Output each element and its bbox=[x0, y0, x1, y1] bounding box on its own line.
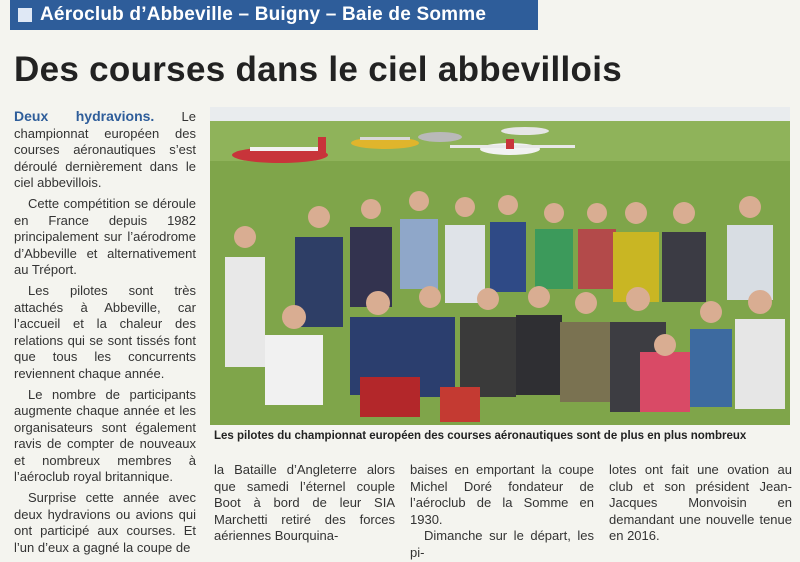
paragraph-5: Surprise cette année avec deux hydravions ou avions qui ont participé aux courses. Et l’un d’eux a gagné la coupe de bbox=[14, 490, 196, 555]
column-3-text-a: baises en emportant la coupe Michel Doré fondateur de l’aéroclub de la Somme en 1930. bbox=[410, 462, 594, 527]
article-column-4 bbox=[609, 462, 792, 545]
article-headline: Des courses dans le ciel abbevillois bbox=[14, 50, 623, 89]
article-column-1 bbox=[14, 108, 196, 560]
plane-yellow bbox=[351, 137, 419, 149]
photo-caption: Les pilotes du championnat européen des courses aéronautiques sont de plus en plus nombreux bbox=[214, 430, 747, 442]
plane-grey bbox=[418, 132, 462, 142]
section-square-icon bbox=[18, 8, 32, 22]
group-photo-illustration bbox=[210, 107, 790, 425]
plane-far bbox=[501, 127, 549, 135]
paragraph-1-text: Le championnat européen des courses aéronautiques s’est déroulé dernièrement dans le ciel abbevillois. bbox=[14, 109, 196, 191]
column-4-text: lotes ont fait une ovation au club et son président Jean-Jacques Monvoisin en demandant une nouvelle tenue en 2016. bbox=[609, 462, 792, 544]
lead-in: Deux hydravions. bbox=[14, 108, 155, 124]
paragraph-3: Les pilotes sont très attachés à Abbeville, car l’accueil et la chaleur des relations qui se sont tissés font que tous les concurrents reviennent chaque année. bbox=[14, 282, 196, 381]
article-column-2 bbox=[214, 462, 395, 545]
paragraph-2: Cette compétition se déroule en France depuis 1982 principalement sur l’aérodrome d’Abbeville et alternativement au Tréport. bbox=[14, 195, 196, 278]
section-band bbox=[10, 0, 538, 30]
paragraph-4: Le nombre de participants augmente chaque année et les organisateurs sont également ravis de compter de nouveaux et nombreux membres à l’aéroclub royal britannique. bbox=[14, 386, 196, 485]
article-column-3 bbox=[410, 462, 594, 562]
paragraph-1 bbox=[14, 108, 196, 192]
group-photo bbox=[210, 107, 790, 425]
section-title: Aéroclub d’Abbeville – Buigny – Baie de Somme bbox=[40, 4, 487, 25]
column-2-text: la Bataille d’Angleterre alors que samedi l’éternel couple Boot à bord de leur SIA Marchetti retiré des forces aériennes Bourquina- bbox=[214, 462, 395, 544]
column-3-text-b: Dimanche sur le départ, les pi- bbox=[410, 528, 594, 560]
